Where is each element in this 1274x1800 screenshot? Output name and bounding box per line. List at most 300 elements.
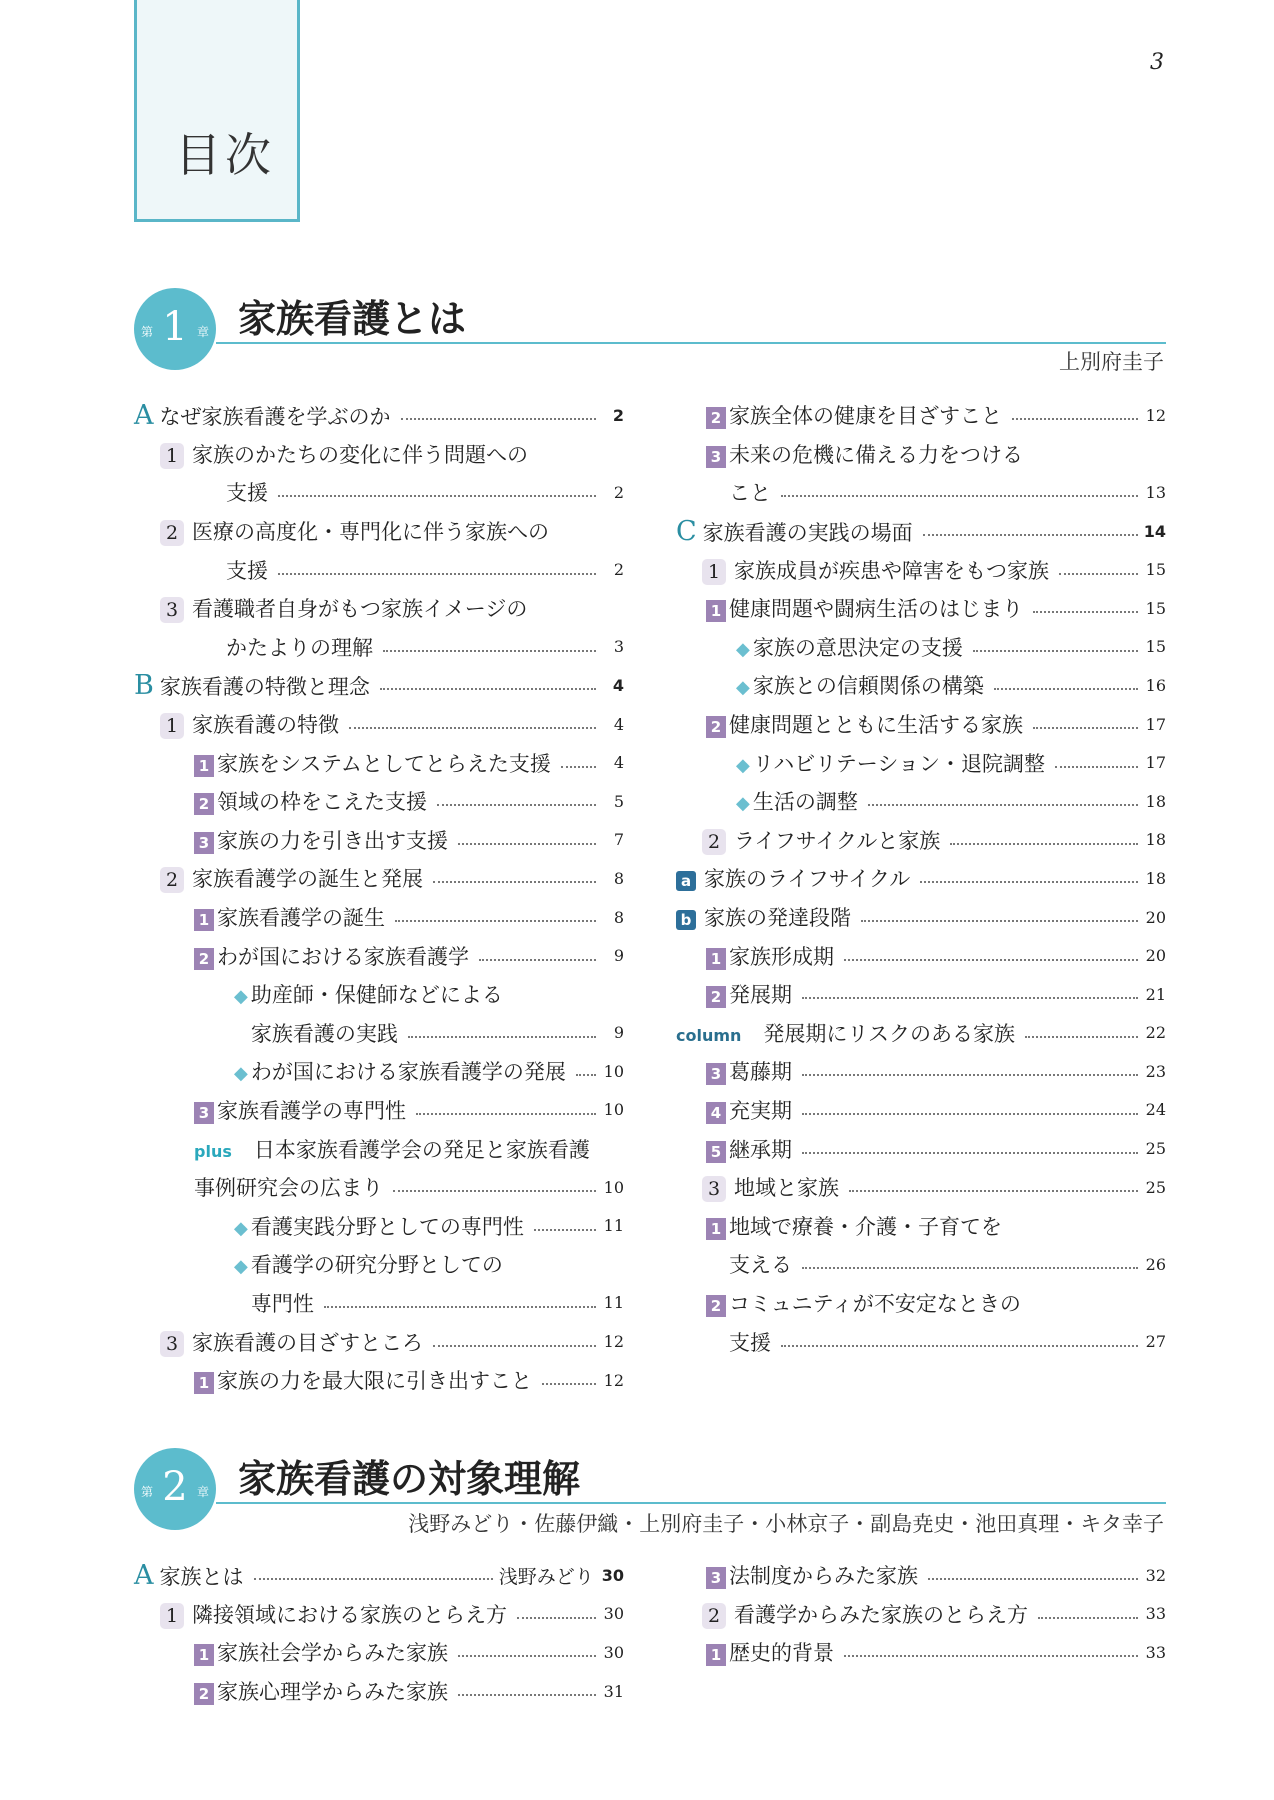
toc-entry[interactable]: [676, 1052, 1166, 1091]
page-ref: 18: [1145, 791, 1166, 811]
leader-dots: [1059, 573, 1138, 575]
leader-dots: [802, 997, 1138, 999]
leader-dots: [408, 1036, 596, 1038]
toc-entry-title: [706, 477, 771, 507]
chapter-number-badge: [134, 288, 216, 370]
toc-entry[interactable]: [676, 1245, 1166, 1284]
entry-text: 隣接領域における家族のとらえ方: [192, 1602, 507, 1627]
page-ref: 2: [613, 560, 624, 580]
toc-entry[interactable]: [134, 821, 624, 860]
toc-entry-title: [706, 709, 1023, 739]
page-ref: 25: [1145, 1177, 1166, 1197]
leader-dots: [1038, 1617, 1138, 1619]
toc-entry-title: [706, 979, 792, 1009]
page-ref: 18: [1145, 868, 1166, 888]
toc-title: 目次: [175, 128, 275, 182]
page-ref: 11: [603, 1216, 624, 1236]
leader-dots: [278, 573, 596, 575]
subsection-number: 3: [702, 1176, 726, 1202]
page-ref: 30: [603, 1642, 624, 1662]
toc-entry-title: [194, 941, 469, 971]
entry-text: 健康問題とともに生活する家族: [729, 713, 1023, 738]
diamond-bullet-icon: ◆: [736, 677, 750, 699]
toc-entry[interactable]: [134, 705, 624, 744]
toc-entry-title: [706, 1637, 834, 1667]
item-number-box: 2: [706, 716, 726, 738]
toc-entry[interactable]: [134, 666, 624, 705]
page-ref: 4: [612, 675, 624, 695]
entry-text: 家族のかたちの変化に伴う問題への: [192, 442, 528, 467]
item-letter-box: a: [676, 871, 696, 891]
item-number-box: 4: [706, 1102, 726, 1124]
leader-dots: [868, 804, 1138, 806]
entry-text: 家族形成期: [729, 944, 834, 969]
toc-entry[interactable]: [134, 1052, 624, 1091]
item-number-box: 1: [194, 1644, 214, 1666]
toc-entry[interactable]: [134, 589, 624, 628]
entry-text: 家族の力を引き出す支援: [217, 828, 448, 853]
entry-text: 家族看護の実践の場面: [702, 520, 913, 545]
toc-entry-title: [706, 1288, 1021, 1318]
entry-text: 未来の危機に備える力をつける: [729, 442, 1023, 467]
chapter-title: 家族看護とは: [238, 297, 467, 341]
toc-entry-title: [160, 593, 527, 623]
diamond-bullet-icon: ◆: [736, 754, 750, 776]
chapter-1-toc-right: [676, 396, 1166, 1361]
page-ref: 8: [613, 868, 624, 888]
toc-entry[interactable]: [134, 435, 624, 474]
page-ref: 33: [1145, 1604, 1166, 1624]
toc-entry-title: [194, 1676, 448, 1706]
entry-text: 家族をシステムとしてとらえた支援: [217, 751, 551, 776]
entry-text: こと: [729, 481, 771, 506]
subsection-number: 1: [702, 559, 726, 585]
toc-entry-title: [160, 709, 339, 739]
toc-entry-title: [194, 477, 268, 507]
item-number-box: 2: [194, 948, 214, 970]
toc-entry-title: [194, 902, 385, 932]
page-ref: 12: [1145, 405, 1166, 425]
page-ref: 14: [1143, 521, 1166, 541]
toc-entry-title: [706, 941, 834, 971]
toc-entry[interactable]: [134, 743, 624, 782]
page-ref: 25: [1145, 1139, 1166, 1159]
leader-dots: [349, 727, 596, 729]
page-ref: 20: [1145, 907, 1166, 927]
page-ref: 30: [603, 1604, 624, 1624]
toc-entry-title: [676, 516, 913, 547]
toc-entry-title: [194, 632, 373, 662]
page-ref: 22: [1145, 1023, 1166, 1043]
toc-entry[interactable]: [676, 589, 1166, 628]
entry-text: 家族看護の実践: [250, 1021, 398, 1046]
toc-entry[interactable]: [134, 936, 624, 975]
toc-entry[interactable]: [676, 550, 1166, 589]
page-ref: 11: [603, 1293, 624, 1313]
item-number-box: 2: [194, 1683, 214, 1705]
entry-text: 支援: [226, 558, 268, 583]
page-number: 3: [1150, 50, 1164, 75]
subsection-number: 2: [702, 1603, 726, 1629]
diamond-bullet-icon: ◆: [234, 1063, 248, 1085]
entry-text: ライフサイクルと家族: [734, 828, 941, 853]
entry-text: 地域と家族: [734, 1176, 839, 1201]
subsection-number: 2: [160, 520, 184, 546]
chapter-rule: [216, 342, 1166, 344]
toc-entry[interactable]: [676, 1014, 1166, 1053]
chapter-number: 2: [162, 1464, 188, 1510]
page-ref: 26: [1145, 1254, 1166, 1274]
toc-entry[interactable]: [676, 898, 1166, 937]
toc-entry[interactable]: [134, 1206, 624, 1245]
page-ref: 18: [1145, 830, 1166, 850]
toc-entry[interactable]: [676, 1206, 1166, 1245]
toc-entry[interactable]: [676, 859, 1166, 898]
entry-text: 支える: [729, 1253, 792, 1278]
leader-dots: [802, 1152, 1138, 1154]
toc-entry-title: [706, 1249, 792, 1279]
toc-entry[interactable]: [134, 512, 624, 551]
toc-entry-title: [736, 670, 984, 700]
leader-dots: [380, 688, 596, 690]
entry-text: 支援: [729, 1330, 771, 1355]
toc-entry[interactable]: [676, 435, 1166, 474]
leader-dots: [542, 1383, 596, 1385]
entry-text: 助産師・保健師などによる: [250, 983, 503, 1008]
toc-entry-title: [194, 555, 268, 585]
toc-entry[interactable]: [676, 1091, 1166, 1130]
toc-entry[interactable]: [134, 1245, 624, 1284]
toc-entry-title: [134, 400, 391, 431]
toc-entry-title: [194, 786, 427, 816]
entry-text: 家族の発達段階: [704, 906, 851, 931]
toc-entry-title: [702, 1172, 839, 1202]
page-ref: 10: [603, 1177, 624, 1197]
toc-entry[interactable]: [134, 550, 624, 589]
entry-text: わが国における家族看護学: [217, 944, 469, 969]
toc-entry-title: [194, 748, 551, 778]
subsection-number: 1: [160, 443, 184, 469]
page-ref: 9: [613, 1023, 624, 1043]
entry-text: 看護実践分野としての専門性: [250, 1214, 524, 1239]
leader-dots: [479, 959, 596, 961]
entry-text: 看護学の研究分野としての: [250, 1253, 503, 1278]
leader-dots: [928, 1578, 1138, 1580]
page-ref: 17: [1145, 753, 1166, 773]
leader-dots: [844, 1655, 1138, 1657]
leader-dots: [534, 1229, 596, 1231]
toc-entry-title: [702, 1599, 1028, 1629]
section-author: 浅野みどり: [498, 1565, 594, 1588]
item-number-box: 3: [706, 446, 726, 468]
page-ref: 13: [1145, 482, 1166, 502]
entry-text: 法制度からみた家族: [729, 1564, 918, 1589]
toc-entry[interactable]: [676, 821, 1166, 860]
entry-text: 発展期にリスクのある家族: [763, 1021, 1016, 1046]
page-ref: 21: [1145, 984, 1166, 1004]
leader-dots: [437, 804, 596, 806]
chapter-prefix: 第: [141, 1485, 154, 1499]
entry-text: 葛藤期: [729, 1060, 792, 1085]
page-ref: 12: [603, 1332, 624, 1352]
leader-dots: [1055, 766, 1138, 768]
toc-entry-title: [702, 825, 940, 855]
entry-text: 家族の力を最大限に引き出すこと: [217, 1369, 532, 1394]
chapter-number: 1: [162, 304, 188, 350]
toc-entry[interactable]: [134, 628, 624, 667]
entry-text: 専門性: [250, 1291, 314, 1316]
toc-entry[interactable]: [676, 1129, 1166, 1168]
entry-text: 看護学からみた家族のとらえ方: [734, 1602, 1028, 1627]
entry-text: 日本家族看護学会の発足と家族看護: [253, 1137, 590, 1162]
leader-dots: [561, 766, 596, 768]
toc-entry[interactable]: [134, 1595, 624, 1634]
leader-dots: [254, 1578, 493, 1580]
page-ref: 12: [603, 1370, 624, 1390]
subsection-number: 1: [160, 713, 184, 739]
toc-entry[interactable]: [676, 1168, 1166, 1207]
entry-text: 事例研究会の広まり: [194, 1176, 383, 1201]
entry-text: 健康問題や闘病生活のはじまり: [729, 597, 1023, 622]
item-number-box: 2: [706, 986, 726, 1008]
toc-entry-title: [160, 1599, 507, 1629]
leader-dots: [458, 1694, 596, 1696]
leader-dots: [1012, 418, 1138, 420]
chapter-2-toc-left: [134, 1556, 624, 1710]
toc-entry-title: [676, 863, 910, 893]
leader-dots: [973, 650, 1138, 652]
page-ref: 15: [1145, 637, 1166, 657]
toc-entry[interactable]: [676, 1284, 1166, 1323]
toc-entry-title: [706, 1560, 918, 1590]
entry-text: 家族のライフサイクル: [704, 867, 911, 892]
toc-entry-title: [706, 400, 1002, 430]
entry-text: 歴史的背景: [729, 1641, 834, 1666]
leader-dots: [383, 650, 596, 652]
subsection-number: 2: [160, 867, 184, 893]
toc-entry-title: [160, 1327, 423, 1357]
toc-entry-title: [234, 1249, 503, 1279]
toc-entry-title: [676, 902, 851, 932]
entry-text: 継承期: [729, 1137, 792, 1162]
toc-entry[interactable]: [134, 1091, 624, 1130]
toc-entry[interactable]: [676, 1595, 1166, 1634]
plus-tag: plus: [194, 1141, 232, 1161]
page-ref: 2: [612, 405, 624, 425]
entry-text: 家族とは: [159, 1564, 244, 1589]
toc-entry-title: [134, 670, 370, 701]
item-number-box: 2: [194, 793, 214, 815]
chapter-2-toc-right: [676, 1556, 1166, 1672]
column-tag: column: [676, 1025, 742, 1045]
leader-dots: [923, 534, 1138, 536]
chapter-title: 家族看護の対象理解: [238, 1457, 581, 1501]
item-number-box: 1: [706, 1644, 726, 1666]
chapter-suffix: 章: [196, 1485, 209, 1499]
page-ref: 10: [603, 1061, 624, 1081]
leader-dots: [433, 1345, 596, 1347]
toc-entry[interactable]: [134, 782, 624, 821]
toc-entry[interactable]: [134, 1672, 624, 1711]
leader-dots: [849, 1190, 1138, 1192]
toc-entry-title: [234, 1288, 314, 1318]
section-letter: B: [134, 669, 154, 701]
toc-entry[interactable]: [676, 666, 1166, 705]
entry-text: 生活の調整: [752, 790, 858, 815]
toc-entry-title: [706, 1095, 792, 1125]
toc-entry[interactable]: [134, 1284, 624, 1323]
toc-entry[interactable]: [134, 1014, 624, 1053]
leader-dots: [393, 1190, 596, 1192]
entry-text: 家族の意思決定の支援: [752, 635, 963, 660]
leader-dots: [844, 959, 1138, 961]
toc-entry-title: [194, 1365, 532, 1395]
toc-entry[interactable]: [676, 473, 1166, 512]
page-ref: 15: [1145, 598, 1166, 618]
toc-entry-title: [160, 863, 423, 893]
entry-text: なぜ家族看護を学ぶのか: [159, 404, 391, 429]
leader-dots: [950, 843, 1138, 845]
toc-entry-title: [736, 786, 858, 816]
section-letter: A: [134, 399, 154, 431]
toc-entry-title: [194, 1134, 590, 1164]
item-number-box: 3: [706, 1063, 726, 1085]
item-number-box: 2: [706, 407, 726, 429]
toc-entry[interactable]: [676, 1633, 1166, 1672]
leader-dots: [861, 920, 1138, 922]
toc-entry[interactable]: [676, 396, 1166, 435]
toc-entry[interactable]: [676, 936, 1166, 975]
leader-dots: [1025, 1036, 1138, 1038]
toc-entry-title: [194, 1172, 383, 1202]
leader-dots: [433, 881, 596, 883]
item-number-box: 1: [706, 600, 726, 622]
toc-entry-title: [676, 1018, 1015, 1048]
toc-entry[interactable]: [134, 859, 624, 898]
leader-dots: [278, 495, 596, 497]
entry-text: 家族社会学からみた家族: [217, 1641, 448, 1666]
leader-dots: [802, 1074, 1138, 1076]
toc-entry[interactable]: [134, 1168, 624, 1207]
leader-dots: [802, 1113, 1138, 1115]
toc-entry-title: [160, 516, 549, 546]
toc-entry[interactable]: [676, 1556, 1166, 1595]
toc-entry[interactable]: [134, 1129, 624, 1168]
entry-text: わが国における家族看護学の発展: [250, 1060, 566, 1085]
toc-entry-title: [194, 1637, 448, 1667]
toc-entry[interactable]: [676, 1322, 1166, 1361]
entry-text: 医療の高度化・専門化に伴う家族への: [192, 520, 549, 545]
chapter-number-badge: [134, 1448, 216, 1530]
entry-text: リハビリテーション・退院調整: [752, 751, 1045, 776]
entry-text: 看護職者自身がもつ家族イメージの: [192, 597, 528, 622]
page-ref: 16: [1145, 675, 1166, 695]
diamond-bullet-icon: ◆: [234, 1217, 248, 1239]
toc-entry-title: [706, 1327, 771, 1357]
toc-entry[interactable]: [134, 975, 624, 1014]
toc-entry-title: [706, 1211, 1002, 1241]
leader-dots: [416, 1113, 596, 1115]
toc-entry-title: [234, 1056, 566, 1086]
toc-entry-title: [234, 1018, 398, 1048]
page-ref: 17: [1145, 714, 1166, 734]
leader-dots: [781, 1345, 1138, 1347]
toc-entry[interactable]: [134, 473, 624, 512]
toc-entry-title: [736, 632, 963, 662]
toc-entry-title: [234, 1211, 524, 1241]
entry-text: 家族看護の特徴: [192, 713, 339, 738]
toc-entry-title: [706, 439, 1023, 469]
item-number-box: 5: [706, 1141, 726, 1163]
page-ref: 20: [1145, 946, 1166, 966]
toc-entry[interactable]: [676, 628, 1166, 667]
toc-entry[interactable]: [134, 1556, 624, 1595]
leader-dots: [324, 1306, 596, 1308]
diamond-bullet-icon: ◆: [234, 986, 248, 1008]
subsection-number: 3: [160, 1331, 184, 1357]
subsection-number: 3: [160, 597, 184, 623]
leader-dots: [920, 881, 1138, 883]
toc-entry[interactable]: [676, 512, 1166, 551]
page-ref: 4: [613, 753, 624, 773]
page-ref: 30: [601, 1565, 624, 1585]
item-number-box: 1: [706, 948, 726, 970]
entry-text: 発展期: [729, 983, 792, 1008]
item-number-box: 3: [706, 1567, 726, 1589]
toc-entry-title: [702, 555, 1049, 585]
entry-text: 家族全体の健康を目ざすこと: [729, 404, 1002, 429]
toc-entry[interactable]: [134, 1322, 624, 1361]
toc-entry-title: [194, 1095, 406, 1125]
entry-text: 家族看護学の誕生: [217, 906, 385, 931]
toc-entry[interactable]: [676, 743, 1166, 782]
diamond-bullet-icon: ◆: [736, 793, 750, 815]
leader-dots: [1033, 611, 1138, 613]
leader-dots: [395, 920, 596, 922]
leader-dots: [401, 418, 597, 420]
toc-entry-title: [194, 825, 448, 855]
entry-text: かたよりの理解: [226, 635, 373, 660]
page-ref: 5: [613, 791, 624, 811]
page-ref: 15: [1145, 560, 1166, 580]
leader-dots: [781, 495, 1138, 497]
toc-entry[interactable]: [134, 396, 624, 435]
entry-text: 家族成員が疾患や障害をもつ家族: [734, 558, 1049, 583]
page-ref: 33: [1145, 1642, 1166, 1662]
toc-entry[interactable]: [134, 1633, 624, 1672]
item-number-box: 2: [706, 1295, 726, 1317]
toc-entry-title: [736, 748, 1045, 778]
chapter-2-authors: 浅野みどり・佐藤伊織・上別府圭子・小林京子・副島尭史・池田真理・キタ幸子: [408, 1512, 1164, 1536]
toc-entry[interactable]: [676, 782, 1166, 821]
section-letter: A: [134, 1559, 154, 1591]
page-ref: 3: [613, 637, 624, 657]
subsection-number: 1: [160, 1603, 184, 1629]
toc-entry-title: [134, 1560, 244, 1591]
toc-entry[interactable]: [134, 898, 624, 937]
subsection-number: 2: [702, 829, 726, 855]
page-ref: 2: [613, 482, 624, 502]
toc-entry[interactable]: [676, 705, 1166, 744]
entry-text: 家族看護の特徴と理念: [159, 674, 370, 699]
chapter-1-toc-left: [134, 396, 624, 1399]
toc-entry[interactable]: [134, 1361, 624, 1400]
entry-text: 支援: [226, 481, 268, 506]
item-number-box: 1: [194, 1372, 214, 1394]
toc-entry[interactable]: [676, 975, 1166, 1014]
page-ref: 4: [613, 714, 624, 734]
leader-dots: [458, 843, 596, 845]
